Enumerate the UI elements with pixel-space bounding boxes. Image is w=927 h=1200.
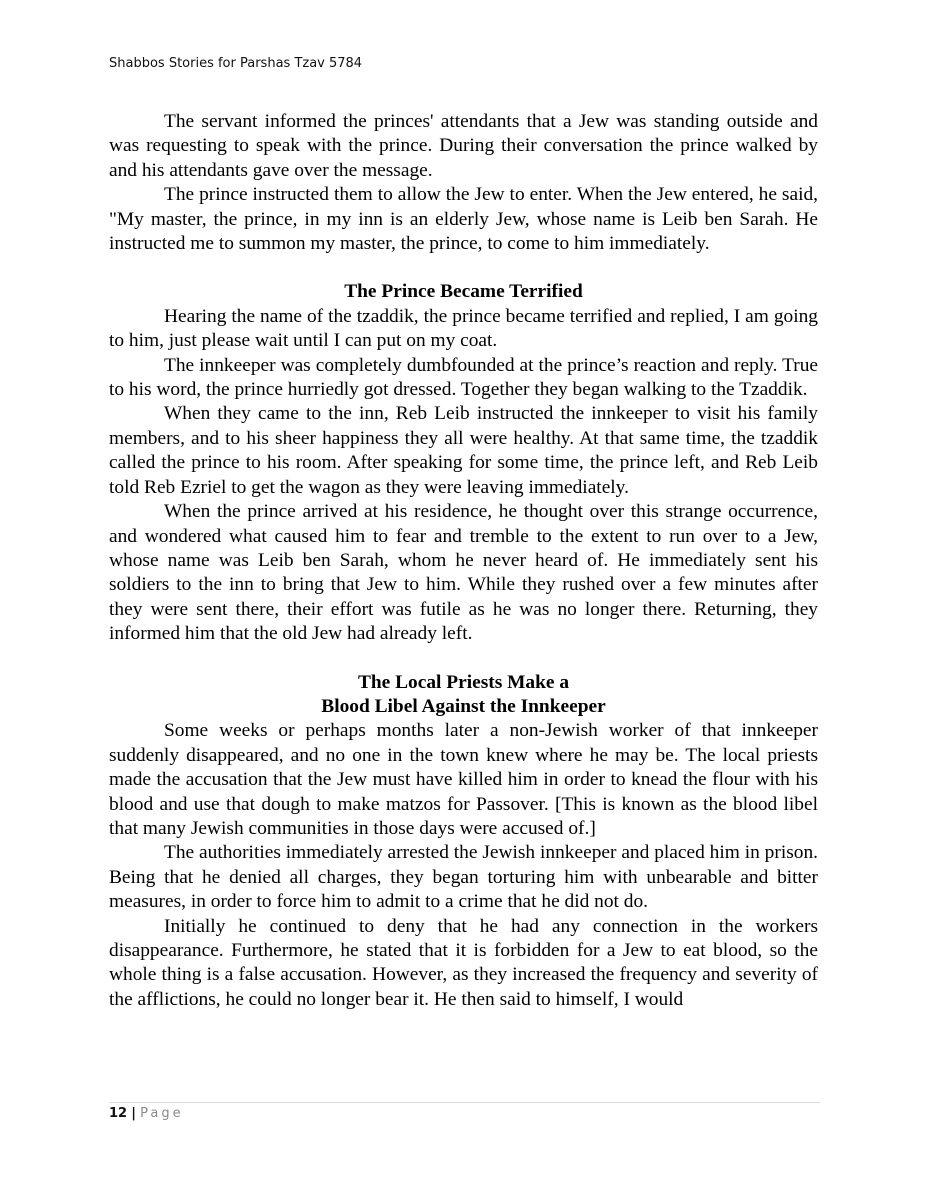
paragraph: The innkeeper was completely dumbfounded at the prince’s reaction and reply. True to his word, the prince hurriedly got dressed. Together they began walking to the Tzaddik. bbox=[109, 354, 818, 401]
document-body bbox=[109, 110, 818, 1012]
page-number: 12 bbox=[109, 1106, 128, 1121]
paragraph: When the prince arrived at his residence, he thought over this strange occurrence, and wondered what caused him to fear and tremble to the extent to run over to a Jew, whose name was Leib ben Sarah, whom he never heard of. He immediately sent his soldiers to the inn to bring that Jew to him. While they rushed over a few minutes after they were sent there, their effort was futile as he was no longer there. Returning, they informed him that the old Jew had already left. bbox=[109, 501, 818, 645]
paragraph: The prince instructed them to allow the Jew to enter. When the Jew entered, he said, "My master, the prince, in my inn is an elderly Jew, whose name is Leib ben Sarah. He instructed me to summon my master, the prince, to come to him immediately. bbox=[109, 184, 818, 255]
section-heading-line: The Prince Became Terrified bbox=[344, 281, 583, 303]
paragraph: Some weeks or perhaps months later a non-Jewish worker of that innkeeper suddenly disappeared, and no one in the town knew where he may be. The local priests made the accusation that the Jew must have killed him in order to knead the flour with his blood and use that dough to make matzos for Passover. [This is known as the blood libel that many Jewish communities in those days were accused of.] bbox=[109, 720, 818, 839]
section-heading bbox=[109, 280, 818, 304]
paragraph: When they came to the inn, Reb Leib instructed the innkeeper to visit his family members, and to his sheer happiness they all were healthy. At that same time, the tzaddik called the prince to his room. After speaking for some time, the prince left, and Reb Leib told Reb Ezriel to get the wagon as they were leaving immediately. bbox=[109, 403, 818, 498]
paragraph: Hearing the name of the tzaddik, the prince became terrified and replied, I am going to him, just please wait until I can put on my coat. bbox=[109, 305, 818, 352]
section-heading-line: The Local Priests Make a bbox=[357, 671, 570, 693]
paragraph: Initially he continued to deny that he had any connection in the workers disappearance. Furthermore, he stated that it is forbidden for a Jew to eat blood, so the whole thing is a false accusation. However, as they increased the frequency and severity of the afflictions, he could no longer bear it. He then said to himself, I would bbox=[109, 915, 818, 1010]
paragraph: The servant informed the princes' attendants that a Jew was standing outside and was requesting to speak with the prince. During their conversation the prince walked by and his attendants gave over the message. bbox=[109, 111, 818, 181]
footer-divider bbox=[109, 1102, 820, 1103]
running-header: Shabbos Stories for Parshas Tzav 5784 bbox=[109, 56, 363, 71]
paragraph: The authorities immediately arrested the Jewish innkeeper and placed him in prison. Being that he denied all charges, they began torturing him with unbearable and bitter measures, in order to force him to admit to a crime that he did not do. bbox=[109, 842, 818, 913]
section-heading-line: Blood Libel Against the Innkeeper bbox=[321, 695, 606, 717]
section-heading bbox=[109, 671, 818, 720]
page-footer bbox=[109, 1106, 184, 1121]
page-label: Page bbox=[140, 1106, 184, 1121]
footer-separator: | bbox=[131, 1106, 136, 1121]
